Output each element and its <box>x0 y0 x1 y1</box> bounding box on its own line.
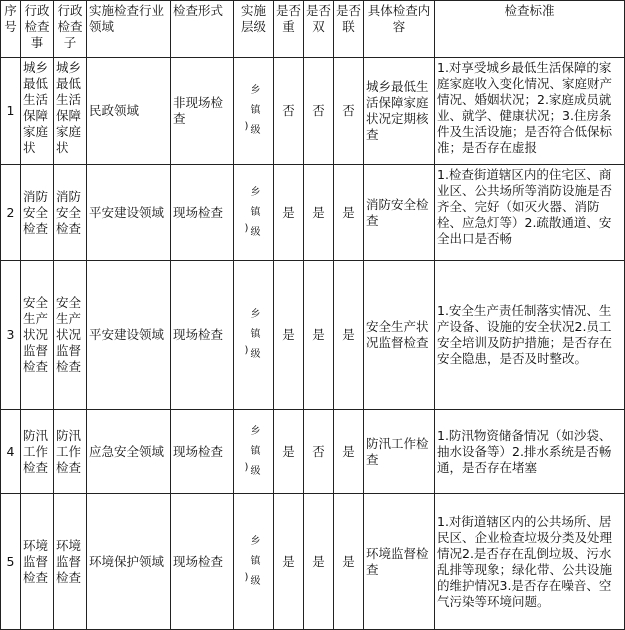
cell-dept: 城乡最低生活保障家庭状 <box>23 60 49 155</box>
cell-standard: 1.安全生产责任制落实情况、生产设备、设施的安全状况2.员工安全培训及防护措施；是否存在安全隐患，是否及时整改。 <box>435 261 625 410</box>
cell-level: 乡镇级 <box>250 186 261 238</box>
cell-joint: 是 <box>334 410 364 494</box>
header-item: 行政检查子 <box>54 1 87 58</box>
header-seq: 序号 <box>1 1 21 58</box>
cell-standard: 1.对享受城乡最低生活保障的家庭家庭收入变化情况、家庭财产情况、婚姻状况；2.家庭成员就业、就学、健康状况；3.住房条件及生活设施；是否符合低保标准；是否存在虚报 <box>437 60 613 155</box>
cell-content: 环境监督检查 <box>364 494 435 630</box>
cell-item: 城乡最低生活保障家庭状 <box>56 60 82 155</box>
cell-dept: 防汛工作检查 <box>21 410 54 494</box>
cell-dept: 安全生产状况监督检查 <box>21 261 54 410</box>
table-row: 3 安全生产状况监督检查 安全生产状况监督检查 平安建设领域 现场检查 ) 乡镇级 是 是 是 安全生产状况监督检查 1.安全生产责任制落实情况、生产设备、设施的安全状况2.员工安全培训及防护措施；是否存在安全隐患，是否及时整改。 <box>1 261 625 410</box>
cell-key: 是 <box>274 410 304 494</box>
header-row <box>1 1 625 58</box>
cell-key: 否 <box>274 58 304 165</box>
header-dept: 行政检查事 <box>21 1 54 58</box>
table-row: 4 防汛工作检查 防汛工作检查 应急安全领域 现场检查 ) 乡镇级 是 否 是 防汛工作检查 1.防汛物资储备情况（如沙袋、抽水设备等）2.排水系统是否畅通，是否存在堵塞 <box>1 410 625 494</box>
cell-item: 消防安全检查 <box>54 165 87 261</box>
cell-item: 环境监督检查 <box>54 494 87 630</box>
cell-double: 否 <box>304 58 334 165</box>
cell-key: 是 <box>274 165 304 261</box>
cell-standard: 1.检查街道辖区内的住宅区、商业区、公共场所等消防设施是否齐全、完好（如灭火器、消防栓、应急灯等）2.疏散通道、安全出口是否畅 <box>437 167 613 246</box>
cell-standard: 1.防汛物资储备情况（如沙袋、抽水设备等）2.排水系统是否畅通，是否存在堵塞 <box>435 410 625 494</box>
header-field: 实施检查行业领域 <box>87 1 171 58</box>
cell-content: 城乡最低生活保障家庭状况定期核查 <box>364 58 435 165</box>
cell-field: 平安建设领域 <box>87 165 171 261</box>
cell-standard: 1.对街道辖区内的公共场所、居民区、企业检查垃圾分类及处理情况2.是否存在乱倒垃圾、污水乱排等现象；绿化带、公共设施的维护情况3.是否存在噪音、空气污染等环境问题。 <box>435 494 625 630</box>
cell-form: 非现场检查 <box>171 58 234 165</box>
cell-double: 是 <box>304 494 334 630</box>
cell-joint: 是 <box>334 165 364 261</box>
cell-level: 乡镇级 <box>250 425 261 477</box>
table-row: 5 环境监督检查 环境监督检查 环境保护领域 现场检查 ) 乡镇级 是 是 是 环境监督检查 1.对街道辖区内的公共场所、居民区、企业检查垃圾分类及处理情况2.是否存在乱倒垃圾、污水乱排等现象；绿化带、公共设施的维护情况3.是否存在噪音、空气污染等环境问题。 <box>1 494 625 630</box>
table-row: 2 消防安全检查 消防安全检查 平安建设领域 现场检查 ) 乡镇级 是 是 是 消防安全检查 1.检查街道辖区内的住宅区、商业区、公共场所等消防设施是否齐全、完好（如灭火器、消防栓、应急灯等）2.疏散通道、安全出口是否畅 <box>1 165 625 261</box>
cell-seq: 2 <box>1 165 21 261</box>
cell-joint: 否 <box>334 58 364 165</box>
cell-seq: 4 <box>1 410 21 494</box>
cell-content: 消防安全检查 <box>364 165 435 261</box>
cell-joint: 是 <box>334 494 364 630</box>
cell-level: 乡镇级 <box>250 85 261 136</box>
cell-form: 现场检查 <box>171 165 234 261</box>
cell-seq: 5 <box>1 494 21 630</box>
cell-key: 是 <box>274 261 304 410</box>
header-key: 是否重 <box>274 1 304 58</box>
table-row: 1 城乡最低生活保障家庭状 城乡最低生活保障家庭状 民政领域 非现场检查 ) 乡镇级 否 否 否 城乡最低生活保障家庭状况定期核查 1.对享受城乡最低生活保障的家庭家庭收入变化情况、家庭财产情况、婚姻状况；2.家庭成员就业、就学、健康状况；3.住房条件及生活设施；是否符合低保标准；是否存在虚报 <box>1 58 625 165</box>
cell-item: 安全生产状况监督检查 <box>54 261 87 410</box>
cell-content: 安全生产状况监督检查 <box>364 261 435 410</box>
header-content: 具体检查内容 <box>364 1 435 58</box>
cell-field: 平安建设领域 <box>87 261 171 410</box>
cell-double: 是 <box>304 165 334 261</box>
cell-key: 是 <box>274 494 304 630</box>
cell-form: 现场检查 <box>171 261 234 410</box>
cell-dept: 环境监督检查 <box>21 494 54 630</box>
header-joint: 是否联 <box>334 1 364 58</box>
cell-double: 否 <box>304 410 334 494</box>
cell-form: 现场检查 <box>171 410 234 494</box>
header-double: 是否双 <box>304 1 334 58</box>
cell-double: 是 <box>304 261 334 410</box>
header-level: 实施层级 <box>234 1 274 58</box>
header-standard: 检查标准 <box>435 1 625 58</box>
cell-dept: 消防安全检查 <box>21 165 54 261</box>
cell-joint: 是 <box>334 261 364 410</box>
cell-seq: 3 <box>1 261 21 410</box>
cell-seq: 1 <box>1 58 21 165</box>
cell-field: 环境保护领域 <box>87 494 171 630</box>
header-form: 检查形式 <box>171 1 234 58</box>
cell-item: 防汛工作检查 <box>54 410 87 494</box>
cell-level: 乡镇级 <box>250 309 261 360</box>
cell-content: 防汛工作检查 <box>364 410 435 494</box>
cell-form: 现场检查 <box>171 494 234 630</box>
cell-field: 应急安全领域 <box>87 410 171 494</box>
cell-level: 乡镇级 <box>250 535 261 587</box>
cell-field: 民政领域 <box>87 58 171 165</box>
